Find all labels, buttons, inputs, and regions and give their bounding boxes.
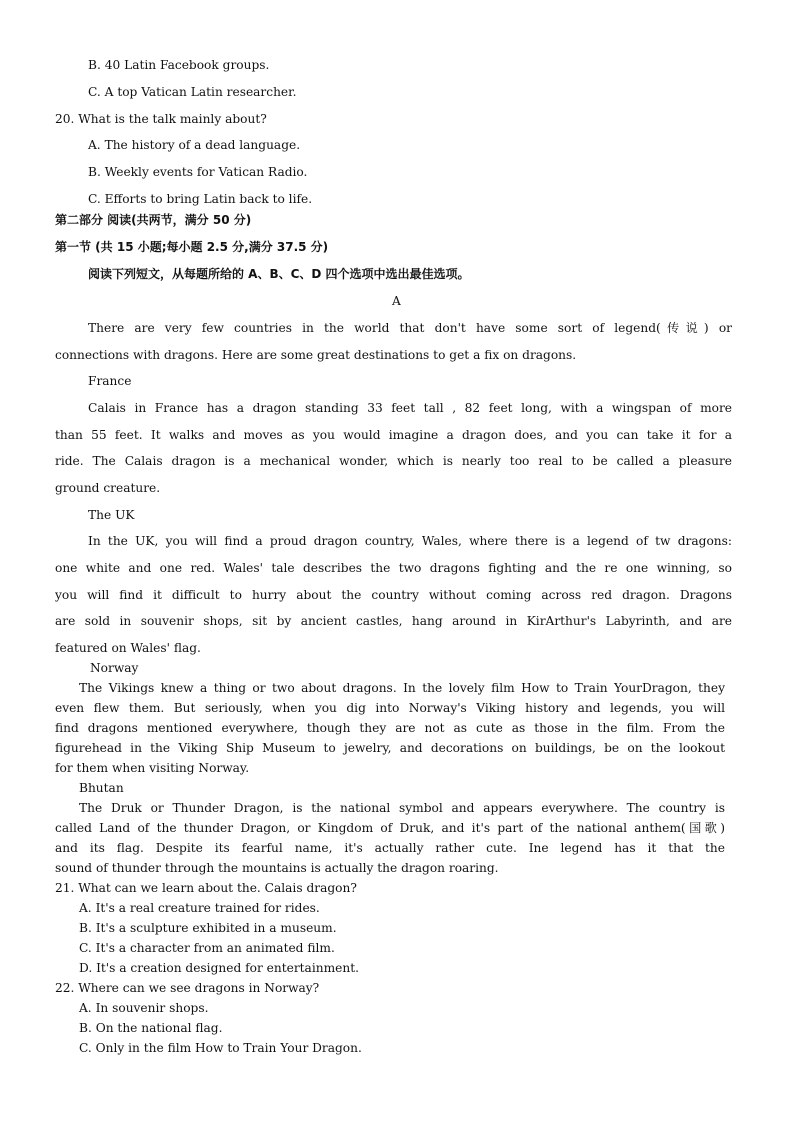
part2-heading: 第二部分 阅读(共两节，满分 50 分) — [55, 213, 252, 227]
uk-line: featured on Wales' flag. — [55, 641, 201, 655]
q20-option-c: C. Efforts to bring Latin back to life. — [88, 192, 313, 206]
q22-option-c: C. Only in the film How to Train Your Dragon. — [79, 1041, 362, 1055]
uk-line: you will find it difficult to hurry about the country without coming across red dragon. Dragons — [55, 588, 732, 602]
bhutan-line: called Land of the thunder Dragon, or Kingdom of Druk, and it's part of the national anthem(国歌) — [55, 821, 725, 835]
q20-option-a: A. The history of a dead language. — [88, 138, 301, 152]
norway-line: The Vikings knew a thing or two about dragons. In the lovely film How to Train YourDragon, they — [79, 681, 725, 695]
q20-option-b: B. Weekly events for Vatican Radio. — [88, 165, 308, 179]
reading-instruction: 阅读下列短文，从每题所给的 A、B、C、D 四个选项中选出最佳选项。 — [88, 267, 470, 281]
france-line: Calais in France has a dragon standing 33 feet tall , 82 feet long, with a wingspan of more — [88, 401, 732, 415]
norway-heading: Norway — [90, 661, 139, 675]
q22-stem: 22. Where can we see dragons in Norway? — [55, 981, 320, 995]
uk-heading: The UK — [88, 508, 135, 522]
uk-line: one white and one red. Wales' tale describes the two dragons fighting and the re one winning, so — [55, 561, 732, 575]
q21-option-a: A. It's a real creature trained for rides. — [79, 901, 320, 915]
uk-line: In the UK, you will find a proud dragon country, Wales, where there is a legend of tw dragons: — [88, 534, 732, 548]
norway-line: find dragons mentioned everywhere, though they are not as cute as those in the film. From the — [55, 721, 725, 735]
q20-stem: 20. What is the talk mainly about? — [55, 112, 267, 126]
bhutan-line: and its flag. Despite its fearful name, it's actually rather cute. Ine legend has it that the — [55, 841, 725, 855]
section1-heading: 第一节 (共 15 小题;每小题 2.5 分,满分 37.5 分) — [55, 240, 329, 254]
france-line: than 55 feet. It walks and moves as you would imagine a dragon does, and you can take it for a — [55, 428, 732, 442]
q21-option-d: D. It's a creation designed for entertainment. — [79, 961, 359, 975]
bhutan-heading: Bhutan — [79, 781, 124, 795]
q21-option-c: C. It's a character from an animated film. — [79, 941, 335, 955]
q21-stem: 21. What can we learn about the. Calais dragon? — [55, 881, 357, 895]
q19-option-b: B. 40 Latin Facebook groups. — [88, 58, 270, 72]
france-line: ground creature. — [55, 481, 161, 495]
norway-line: even flew them. But seriously, when you dig into Norway's Viking history and legends, you will — [55, 701, 725, 715]
france-line: ride. The Calais dragon is a mechanical wonder, which is nearly too real to be called a pleasure — [55, 454, 732, 468]
norway-line: for them when visiting Norway. — [55, 761, 250, 775]
intro-line: There are very few countries in the world that don't have some sort of legend(传说) or — [88, 321, 732, 335]
q22-option-b: B. On the national flag. — [79, 1021, 223, 1035]
q19-option-c: C. A top Vatican Latin researcher. — [88, 85, 297, 99]
q21-option-b: B. It's a sculpture exhibited in a museum. — [79, 921, 337, 935]
bhutan-line: sound of thunder through the mountains is actually the dragon roaring. — [55, 861, 499, 875]
norway-line: figurehead in the Viking Ship Museum to jewelry, and decorations on buildings, be on the lookout — [55, 741, 725, 755]
bhutan-line: The Druk or Thunder Dragon, is the national symbol and appears everywhere. The country is — [79, 801, 725, 815]
uk-line: are sold in souvenir shops, sit by ancient castles, hang around in KirArthur's Labyrinth, and are — [55, 614, 732, 628]
intro-line: connections with dragons. Here are some great destinations to get a fix on dragons. — [55, 348, 577, 362]
france-heading: France — [88, 374, 132, 388]
q22-option-a: A. In souvenir shops. — [79, 1001, 209, 1015]
passage-label: A — [392, 294, 401, 308]
